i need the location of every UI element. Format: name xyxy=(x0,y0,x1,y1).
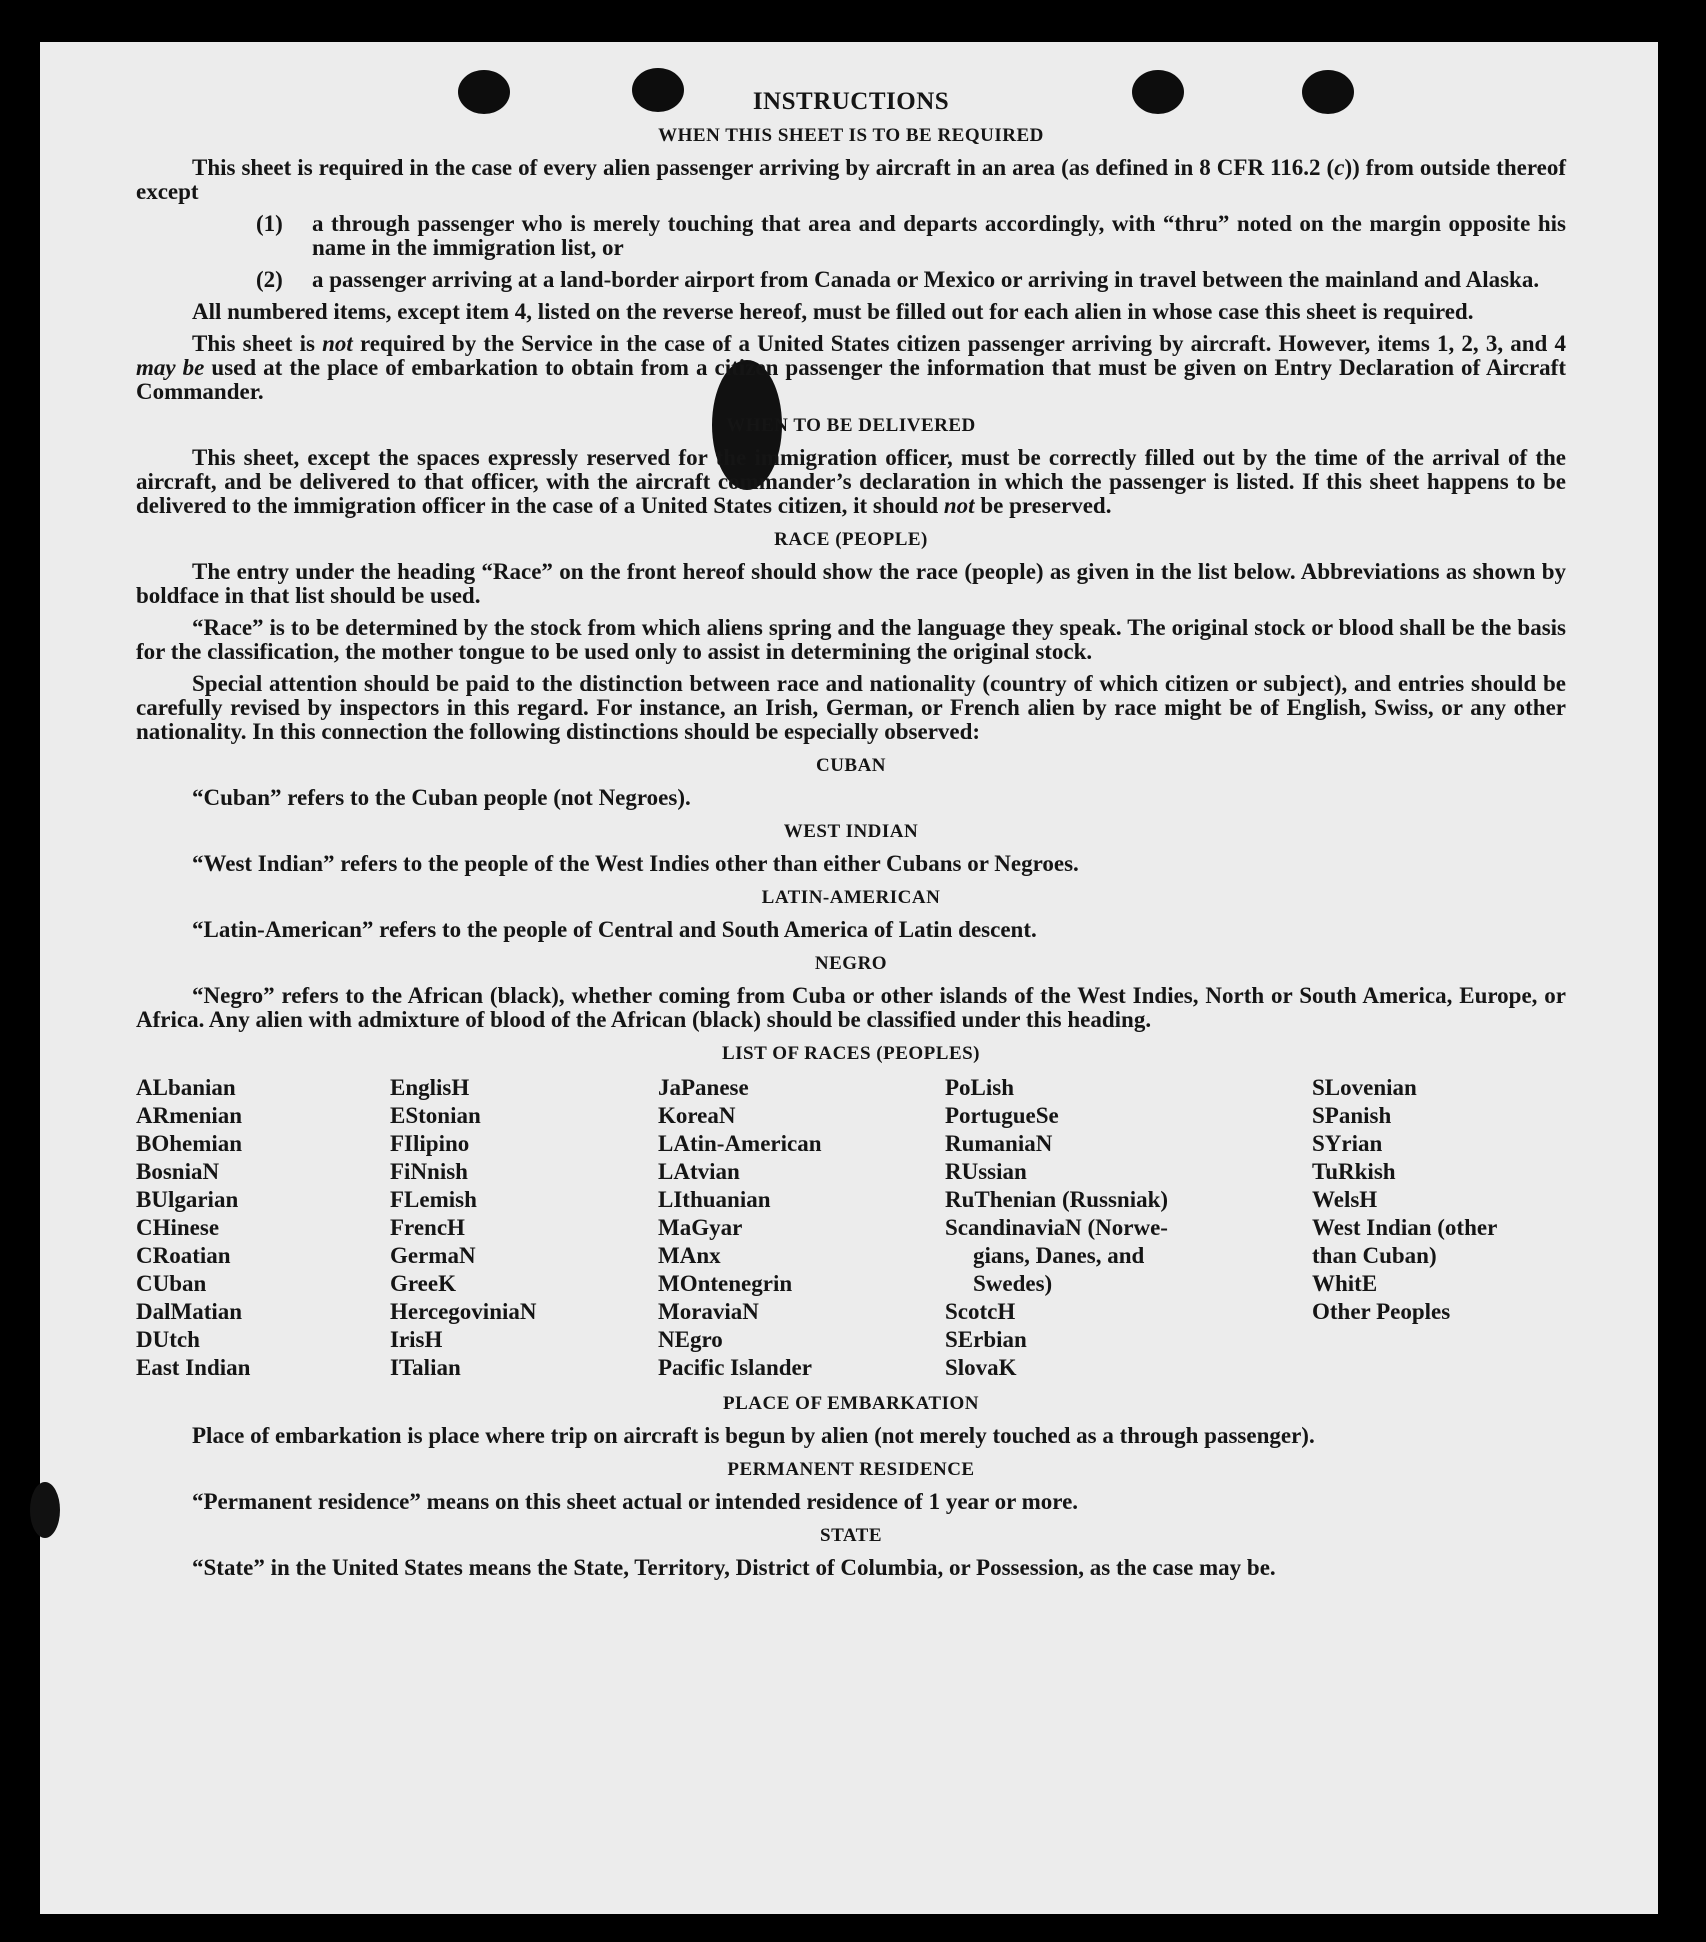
paragraph: “Permanent residence” means on this sheet actual or intended residence of 1 year or more. xyxy=(192,1489,1079,1514)
document-sheet xyxy=(40,42,1658,1914)
race-list-heading: LIST OF RACES (PEOPLES) xyxy=(721,1043,981,1064)
paragraph: “Race” is to be determined by the stock from which aliens spring and the language they speak. The original stock or blood shall be the basis for the classification, the mother tongue to be used only to assist in determining the original stock. xyxy=(136,615,1566,664)
race-item: KoreaN xyxy=(658,1103,736,1128)
race-item: FIlipino xyxy=(390,1131,470,1156)
race-item: MoraviaN xyxy=(658,1299,759,1324)
race-item: PoLish xyxy=(945,1075,1015,1100)
distinction-heading: NEGRO xyxy=(814,953,888,974)
race-item: Pacific Islander xyxy=(658,1355,812,1380)
race-item: MAnx xyxy=(658,1243,721,1268)
distinction-heading: CUBAN xyxy=(815,755,887,776)
race-item: West Indian (other xyxy=(1312,1215,1498,1240)
race-item: SYrian xyxy=(1312,1131,1383,1156)
race-item: HercegoviniaN xyxy=(390,1299,537,1324)
race-item: RumaniaN xyxy=(945,1131,1053,1156)
race-item: gians, Danes, and xyxy=(973,1243,1145,1268)
race-list xyxy=(136,1074,1566,1382)
race-item: CUban xyxy=(136,1271,207,1296)
paragraph: The entry under the heading “Race” on the front hereof should show the race (people) as given in the list below. Abbreviations as shown by boldface in that list should be used. xyxy=(136,559,1566,608)
race-column xyxy=(1312,1074,1566,1382)
race-column xyxy=(136,1074,390,1382)
race-item: ScotcH xyxy=(945,1299,1016,1324)
race-item: MOntenegrin xyxy=(658,1271,793,1296)
race-item: SLovenian xyxy=(1312,1075,1417,1100)
numbered-item: (2) a passenger arriving at a land-border airport from Canada or Mexico or arriving in travel between the mainland and Alaska. xyxy=(256,267,1540,292)
race-item: SErbian xyxy=(945,1327,1027,1352)
distinction-heading: LATIN-AMERICAN xyxy=(761,887,941,908)
race-item: DalMatian xyxy=(136,1299,243,1324)
race-item: LAtin-American xyxy=(658,1131,822,1156)
race-item: BosniaN xyxy=(136,1159,220,1184)
race-item: WelsH xyxy=(1312,1187,1378,1212)
race-item: EStonian xyxy=(390,1103,481,1128)
section-heading: WHEN TO BE DELIVERED xyxy=(726,415,976,436)
race-item: MaGyar xyxy=(658,1215,743,1240)
paragraph: This sheet, except the spaces expressly reserved for the immigration officer, must be correctly filled out by the time of the arrival of the aircraft, and be delivered to that officer, with the aircraft commander’s declaration in which the passenger is listed. If this sheet happens to be delivered to the immigration officer in the case of a United States citizen, it should not be preserved. xyxy=(136,445,1566,518)
race-item: ITalian xyxy=(390,1355,461,1380)
race-item: DUtch xyxy=(136,1327,200,1352)
section-heading: WHEN THIS SHEET IS TO BE REQUIRED xyxy=(658,125,1044,146)
ink-blot xyxy=(30,1482,60,1538)
race-item: SPanish xyxy=(1312,1103,1392,1128)
section-heading: PERMANENT RESIDENCE xyxy=(727,1459,975,1480)
paragraph: “State” in the United States means the State, Territory, District of Columbia, or Possession, as the case may be. xyxy=(192,1555,1276,1580)
race-item: BOhemian xyxy=(136,1131,243,1156)
race-item: GermaN xyxy=(390,1243,476,1268)
race-item: IrisH xyxy=(390,1327,443,1352)
race-item: CHinese xyxy=(136,1215,220,1240)
paragraph: This sheet is required in the case of every alien passenger arriving by aircraft in an area (as defined in 8 CFR 116.2 (c)) from outside thereof except xyxy=(136,155,1566,204)
distinction-text: “Negro” refers to the African (black), whether coming from Cuba or other islands of the West Indies, North or South America, Europe, or Africa. Any alien with admixture of blood of the African (black) should be classified under this heading. xyxy=(136,983,1566,1032)
paragraph: This sheet is not required by the Service in the case of a United States citizen passenger arriving by aircraft. However, items 1, 2, 3, and 4 may be used at the place of embarkation to obtain from a citizen passenger the information that must be given on Entry Declaration of Aircraft Commander. xyxy=(136,331,1567,404)
race-item: SlovaK xyxy=(945,1355,1017,1380)
race-item: LAtvian xyxy=(658,1159,740,1184)
race-item: ALbanian xyxy=(136,1075,236,1100)
race-item: RuThenian (Russniak) xyxy=(945,1187,1169,1212)
race-item: Swedes) xyxy=(973,1271,1053,1296)
paragraph: Special attention should be paid to the distinction between race and nationality (country of which citizen or subject), and entries should be carefully revised by inspectors in this regard. For instance, an Irish, German, or French alien by race might be of English, Swiss, or any other nationality. In this connection the following distinctions should be especially observed: xyxy=(136,671,1566,744)
distinction-heading: WEST INDIAN xyxy=(783,821,919,842)
race-item: TuRkish xyxy=(1312,1159,1396,1184)
race-item: Other Peoples xyxy=(1312,1299,1451,1324)
race-item: ScandinaviaN (Norwe- xyxy=(945,1215,1168,1240)
race-item: BUlgarian xyxy=(136,1187,239,1212)
race-column xyxy=(945,1074,1312,1382)
race-item: FLemish xyxy=(390,1187,477,1212)
page-title: INSTRUCTIONS xyxy=(752,88,950,115)
race-item: GreeK xyxy=(390,1271,456,1296)
paragraph: Place of embarkation is place where trip on aircraft is begun by alien (not merely touched as a through passenger). xyxy=(192,1423,1315,1448)
race-item: East Indian xyxy=(136,1355,251,1380)
race-item: CRoatian xyxy=(136,1243,231,1268)
race-item: NEgro xyxy=(658,1327,723,1352)
instructions-content xyxy=(136,90,1566,1588)
distinction-text: “West Indian” refers to the people of the West Indies other than either Cubans or Negroes. xyxy=(192,851,1079,876)
distinction-text: “Latin-American” refers to the people of Central and South America of Latin descent. xyxy=(192,917,1037,942)
section-heading: STATE xyxy=(820,1525,882,1546)
numbered-item: (1) a through passenger who is merely touching that area and departs accordingly, with “thru” noted on the margin opposite his name in the immigration list, or xyxy=(256,211,1566,260)
race-column xyxy=(390,1074,658,1382)
race-item: than Cuban) xyxy=(1312,1243,1437,1268)
distinction-text: “Cuban” refers to the Cuban people (not Negroes). xyxy=(192,785,691,810)
section-heading: RACE (PEOPLE) xyxy=(774,529,928,550)
race-item: ARmenian xyxy=(136,1103,243,1128)
race-item: RUssian xyxy=(945,1159,1027,1184)
race-item: EnglisH xyxy=(390,1075,470,1100)
race-item: FiNnish xyxy=(390,1159,468,1184)
race-item: WhitE xyxy=(1312,1271,1378,1296)
race-item: PortugueSe xyxy=(945,1103,1059,1128)
race-item: FrencH xyxy=(390,1215,465,1240)
race-column xyxy=(658,1074,945,1382)
race-item: JaPanese xyxy=(658,1075,749,1100)
section-heading: PLACE OF EMBARKATION xyxy=(723,1393,979,1414)
race-item: LIthuanian xyxy=(658,1187,771,1212)
paragraph: All numbered items, except item 4, listed on the reverse hereof, must be filled out for each alien in whose case this sheet is required. xyxy=(192,299,1474,324)
